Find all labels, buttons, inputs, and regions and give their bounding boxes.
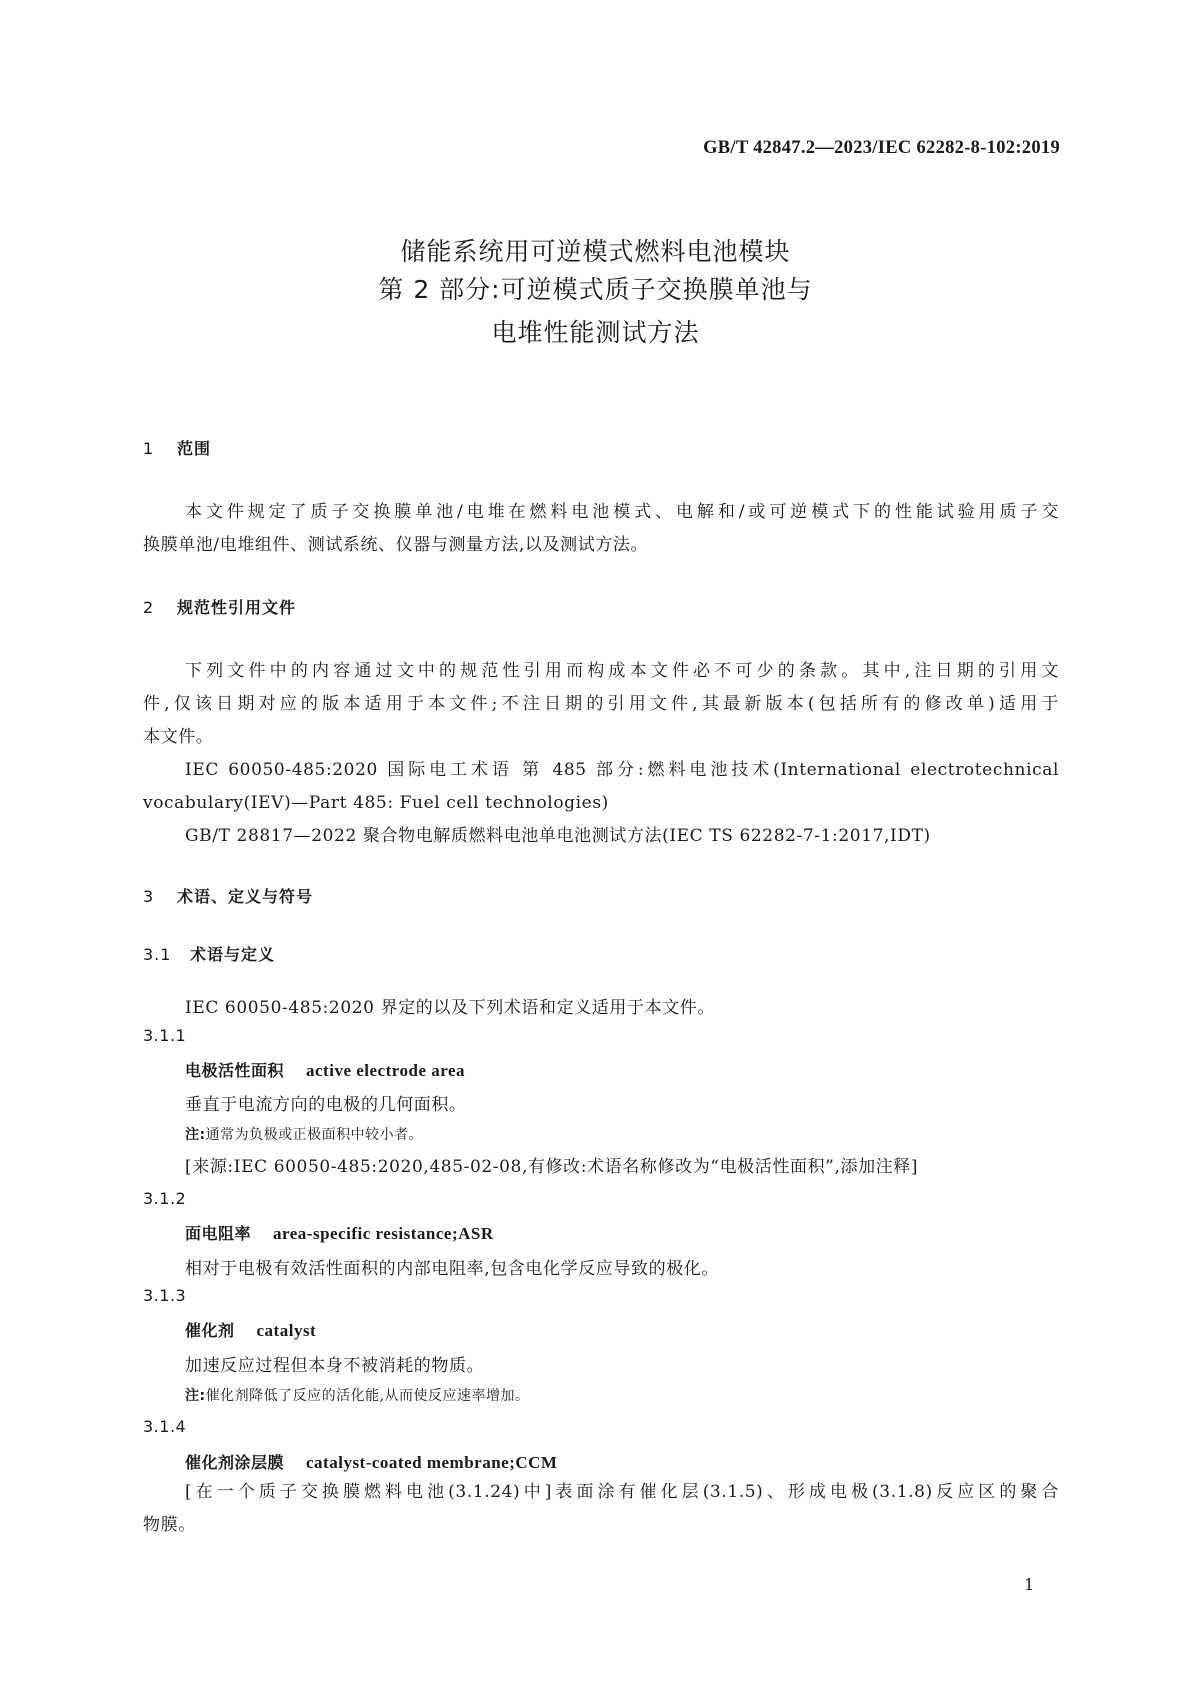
term-english: catalyst bbox=[256, 1321, 317, 1340]
term-definition bbox=[143, 1476, 1059, 1542]
subsection-title: 术语与定义 bbox=[190, 945, 276, 964]
section-1-paragraph bbox=[143, 496, 1059, 562]
definition-line: [在一个质子交换膜燃料电池(3.1.24)中]表面涂有催化层(3.1.5)、形成电极(3.1.8)反应区的聚合 bbox=[185, 1482, 1059, 1502]
note-label: 注: bbox=[185, 1127, 206, 1143]
section-1-heading bbox=[143, 436, 211, 459]
term-english: catalyst-coated membrane;CCM bbox=[306, 1453, 558, 1472]
note-label: 注: bbox=[185, 1388, 206, 1404]
reference-line: GB/T 28817—2022 聚合物电解质燃料电池单电池测试方法(IEC TS 62282-7-1:2017,IDT) bbox=[185, 826, 931, 846]
document-title-line-1: 储能系统用可逆模式燃料电池模块 bbox=[400, 237, 791, 266]
term-entry bbox=[185, 1058, 465, 1081]
section-number: 3 bbox=[143, 887, 155, 906]
paragraph-line: 件,仅该日期对应的版本适用于本文件;不注日期的引用文件,其最新版本(包括所有的修改单)适用于 bbox=[143, 694, 1059, 714]
paragraph-line: 本文件。 bbox=[143, 727, 214, 747]
terms-intro: IEC 60050-485:2020 界定的以及下列术语和定义适用于本文件。 bbox=[185, 998, 716, 1018]
note-text: 催化剂降低了反应的活化能,从而使反应速率增加。 bbox=[205, 1388, 530, 1404]
term-english: area-specific resistance;ASR bbox=[273, 1224, 494, 1243]
normative-reference-2 bbox=[143, 820, 1059, 853]
section-number: 2 bbox=[143, 598, 155, 617]
paragraph-line: 下列文件中的内容通过文中的规范性引用而构成本文件必不可少的条款。其中,注日期的引用文 bbox=[185, 661, 1059, 681]
page-number: 1 bbox=[1024, 1575, 1035, 1594]
section-number: 1 bbox=[143, 439, 155, 458]
definition-line: 物膜。 bbox=[143, 1515, 196, 1535]
term-definition: 垂直于电流方向的电极的几何面积。 bbox=[185, 1095, 467, 1115]
reference-line: vocabulary(IEV)—Part 485: Fuel cell technologies) bbox=[143, 793, 609, 813]
reference-line: IEC 60050-485:2020 国际电工术语 第 485 部分:燃料电池技术(International electrotechnical bbox=[185, 760, 1059, 780]
term-chinese: 面电阻率 bbox=[185, 1224, 252, 1243]
term-definition: 相对于电极有效活性面积的内部电阻率,包含电化学反应导致的极化。 bbox=[185, 1259, 720, 1279]
term-entry bbox=[185, 1221, 494, 1244]
term-note bbox=[185, 1124, 423, 1144]
document-title-line-2: 第 2 部分:可逆模式质子交换膜单池与 bbox=[378, 275, 813, 304]
section-2-heading bbox=[143, 595, 296, 618]
term-chinese: 电极活性面积 bbox=[185, 1061, 285, 1080]
term-entry bbox=[185, 1318, 316, 1341]
term-note bbox=[185, 1385, 530, 1405]
document-title-line-3: 电堆性能测试方法 bbox=[491, 318, 700, 347]
section-2-paragraph bbox=[143, 655, 1059, 754]
term-number: 3.1.1 bbox=[143, 1026, 187, 1045]
paragraph-line: 本文件规定了质子交换膜单池/电堆在燃料电池模式、电解和/或可逆模式下的性能试验用质子交 bbox=[185, 502, 1059, 522]
section-title: 规范性引用文件 bbox=[177, 598, 297, 617]
subsection-3-1-heading bbox=[143, 942, 275, 965]
term-number: 3.1.4 bbox=[143, 1417, 187, 1436]
note-text: 通常为负极或正极面积中较小者。 bbox=[205, 1127, 424, 1143]
term-number: 3.1.2 bbox=[143, 1189, 187, 1208]
section-title: 术语、定义与符号 bbox=[177, 887, 314, 906]
normative-reference-1 bbox=[143, 754, 1059, 820]
term-source: [来源:IEC 60050-485:2020,485-02-08,有修改:术语名称修改为“电极活性面积”,添加注释] bbox=[185, 1157, 919, 1177]
subsection-number: 3.1 bbox=[143, 945, 172, 964]
paragraph-line: 换膜单池/电堆组件、测试系统、仪器与测量方法,以及测试方法。 bbox=[143, 535, 649, 555]
term-chinese: 催化剂 bbox=[185, 1321, 235, 1340]
section-3-heading bbox=[143, 884, 313, 907]
term-chinese: 催化剂涂层膜 bbox=[185, 1453, 285, 1472]
term-definition: 加速反应过程但本身不被消耗的物质。 bbox=[185, 1356, 485, 1376]
term-number: 3.1.3 bbox=[143, 1286, 187, 1305]
term-english: active electrode area bbox=[306, 1061, 466, 1080]
term-entry bbox=[185, 1450, 557, 1473]
standard-code: GB/T 42847.2—2023/IEC 62282-8-102:2019 bbox=[703, 138, 1060, 158]
section-title: 范围 bbox=[177, 439, 212, 458]
